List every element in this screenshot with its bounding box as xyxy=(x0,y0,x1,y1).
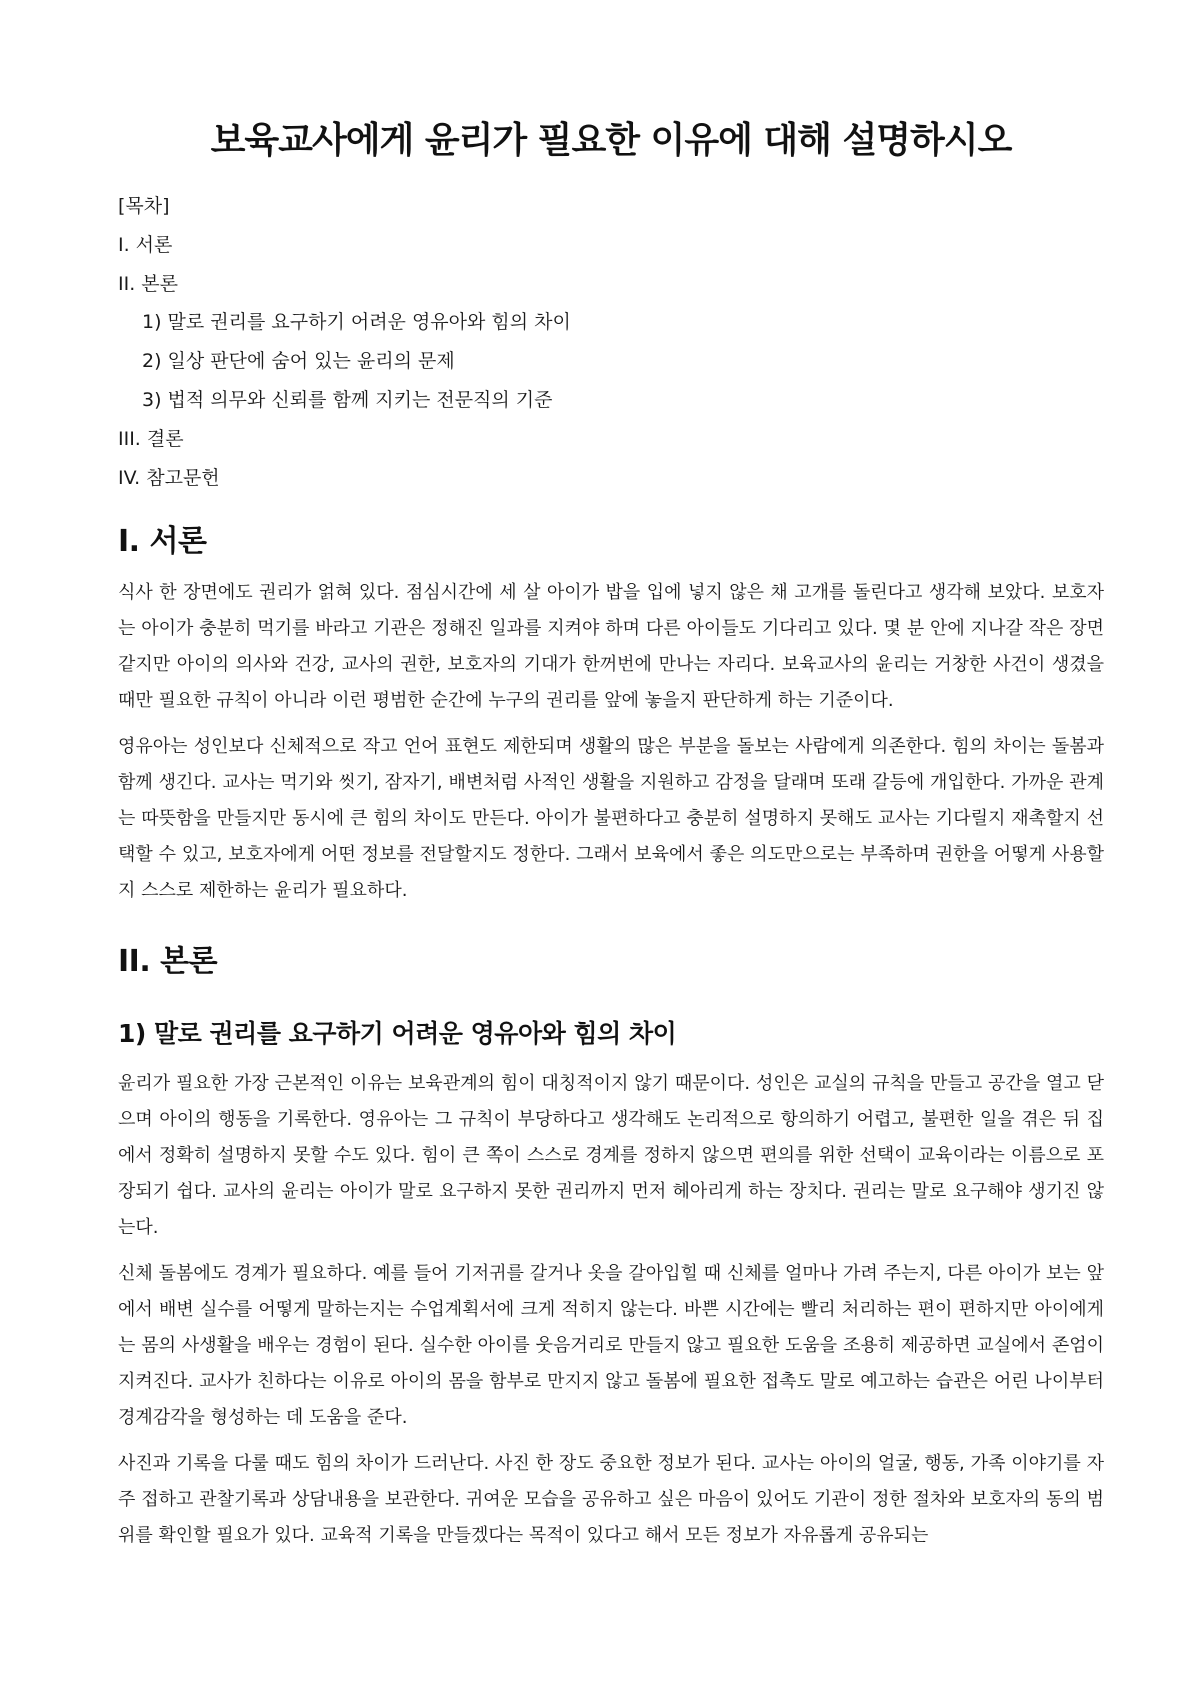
toc-item-body: II. 본론 xyxy=(118,272,178,295)
document-title: 보육교사에게 윤리가 필요한 이유에 대해 설명하시오 xyxy=(210,120,1012,161)
intro-heading: I. 서론 xyxy=(118,524,207,560)
toc-item-body-1: 1) 말로 권리를 요구하기 어려운 영유아와 힘의 차이 xyxy=(142,311,571,334)
body-paragraph: 윤리가 필요한 가장 근본적인 이유는 보육관계의 힘이 대칭적이지 않기 때문이다. 성인은 교실의 규칙을 만들고 공간을 열고 닫으며 아이의 행동을 기록한다. 영유아는 그 규칙이 부당하다고 생각해도 논리적으로 항의하기 어렵고, 불편한 일을 겪은 뒤 집에서 정확히 설명하지 못할 수도 있다. 힘이 큰 쪽이 스스로 경계를 정하지 않으면 편의를 위한 선택이 교육이라는 이름으로 포장되기 쉽다. 교사의 윤리는 아이가 말로 요구하지 못한 권리까지 먼저 헤아리게 하는 장치다. 권리는 말로 요구해야 생기진 않는다. xyxy=(118,1072,1104,1238)
toc-heading: [목차] xyxy=(118,195,170,217)
table-of-contents xyxy=(118,187,1104,497)
intro-paragraph: 식사 한 장면에도 권리가 얽혀 있다. 점심시간에 세 살 아이가 밥을 입에 넣지 않은 채 고개를 돌린다고 생각해 보았다. 보호자는 아이가 충분히 먹기를 바라고 기관은 정해진 일과를 지켜야 하며 다른 아이들도 기다리고 있다. 몇 분 안에 지나갈 작은 장면 같지만 아이의 의사와 건강, 교사의 권한, 보호자의 기대가 한꺼번에 만나는 자리다. 보육교사의 윤리는 거창한 사건이 생겼을 때만 필요한 규칙이 아니라 이런 평범한 순간에 누구의 권리를 앞에 놓을지 판단하게 하는 기준이다. xyxy=(118,581,1105,711)
toc-item-body-2: 2) 일상 판단에 숨어 있는 윤리의 문제 xyxy=(142,350,455,373)
body-paragraph: 사진과 기록을 다룰 때도 힘의 차이가 드러난다. 사진 한 장도 중요한 정보가 된다. 교사는 아이의 얼굴, 행동, 가족 이야기를 자주 접하고 관찰기록과 상담내용을 보관한다. 귀여운 모습을 공유하고 싶은 마음이 있어도 기관이 정한 절차와 보호자의 동의 범위를 확인할 필요가 있다. 교육적 기록을 만들겠다는 목적이 있다고 해서 모든 정보가 자유롭게 공유되는 xyxy=(118,1452,1104,1546)
subsection-heading: 1) 말로 권리를 요구하기 어려운 영유아와 힘의 차이 xyxy=(118,1019,677,1049)
body-heading: II. 본론 xyxy=(118,943,218,979)
body-paragraph: 신체 돌봄에도 경계가 필요하다. 예를 들어 기저귀를 갈거나 옷을 갈아입힐 때 신체를 얼마나 가려 주는지, 다른 아이가 보는 앞에서 배변 실수를 어떻게 말하는지는 수업계획서에 크게 적히지 않는다. 바쁜 시간에는 빨리 처리하는 편이 편하지만 아이에게는 몸의 사생활을 배우는 경험이 된다. 실수한 아이를 웃음거리로 만들지 않고 필요한 도움을 조용히 제공하면 교실에서 존엄이 지켜진다. 교사가 친하다는 이유로 아이의 몸을 함부로 만지지 않고 돌봄에 필요한 접촉도 말로 예고하는 습관은 어린 나이부터 경계감각을 형성하는 데 도움을 준다. xyxy=(118,1262,1104,1428)
toc-item-body-3: 3) 법적 의무와 신뢰를 함께 지키는 전문직의 기준 xyxy=(142,388,553,411)
toc-item-conclusion: III. 결론 xyxy=(118,427,184,450)
toc-item-references: IV. 참고문헌 xyxy=(118,466,220,489)
intro-paragraph: 영유아는 성인보다 신체적으로 작고 언어 표현도 제한되며 생활의 많은 부분을 돌보는 사람에게 의존한다. 힘의 차이는 돌봄과 함께 생긴다. 교사는 먹기와 씻기, 잠자기, 배변처럼 사적인 생활을 지원하고 감정을 달래며 또래 갈등에 개입한다. 가까운 관계는 따뜻함을 만들지만 동시에 큰 힘의 차이도 만든다. 아이가 불편하다고 충분히 설명하지 못해도 교사는 기다릴지 재촉할지 선택할 수 있고, 보호자에게 어떤 정보를 전달할지도 정한다. 그래서 보육에서 좋은 의도만으로는 부족하며 권한을 어떻게 사용할지 스스로 제한하는 윤리가 필요하다. xyxy=(118,735,1104,901)
toc-item-intro: I. 서론 xyxy=(118,233,173,256)
